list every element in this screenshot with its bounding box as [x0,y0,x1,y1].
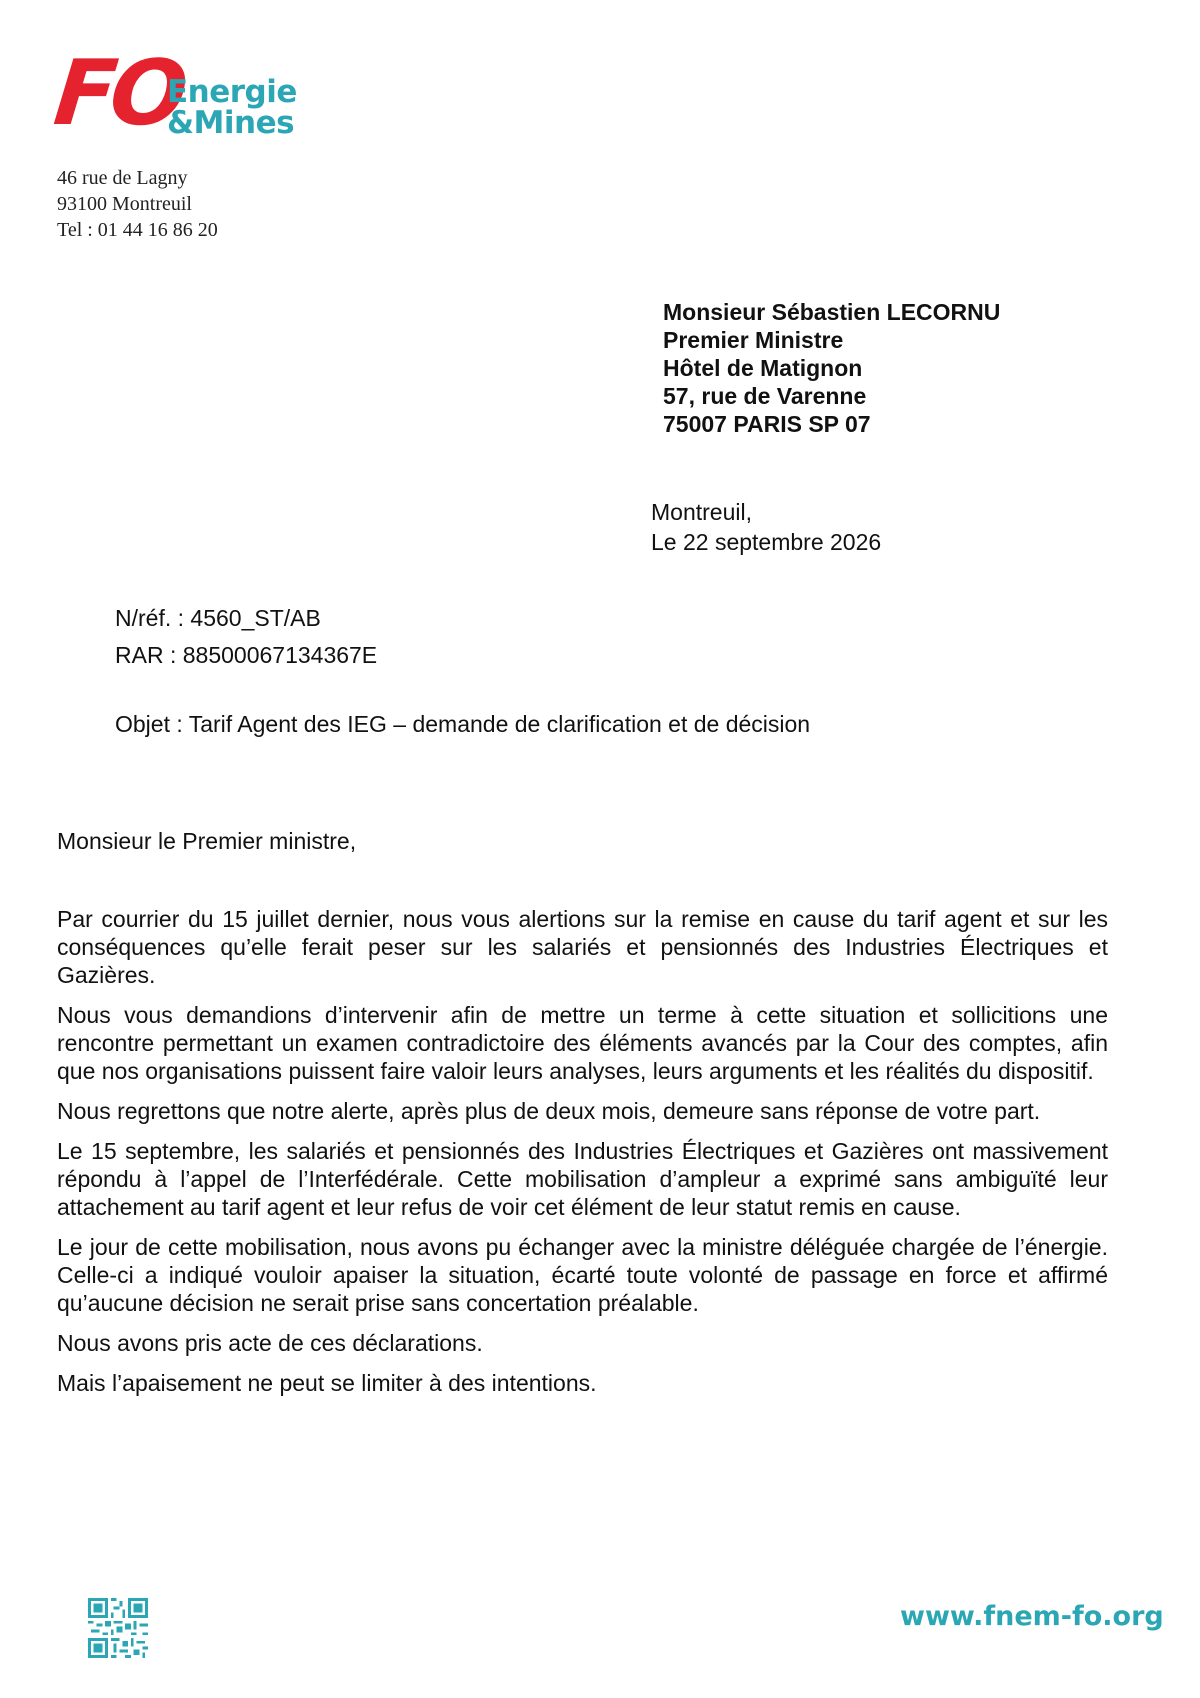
sender-street: 46 rue de Lagny [57,167,188,189]
our-reference: N/réf. : 4560_ST/AB [115,605,321,631]
subject-line: Objet : Tarif Agent des IEG – demande de clarification et de décision [115,711,811,737]
recipient-city: 75007 PARIS SP 07 [663,411,871,437]
recipient-title: Premier Ministre [663,327,844,353]
body-paragraph: Mais l’apaisement ne peut se limiter à des intentions. [57,1370,597,1396]
recipient-name: Monsieur Sébastien LECORNU [663,299,1001,325]
place-date [651,497,881,557]
qr-code-icon [88,1598,148,1658]
letter-body [57,905,1108,1409]
salutation: Monsieur le Premier ministre, [57,828,357,854]
fo-energie-mines-logo [49,41,305,146]
sender-phone: Tel : 01 44 16 86 20 [57,219,218,241]
sender-address [57,165,218,243]
recipient-address [663,298,1000,438]
website-link[interactable]: www.fnem-fo.org [900,1601,1164,1632]
logo-mark: FO [49,41,187,146]
sender-city: 93100 Montreuil [57,193,192,215]
logo-line-mines: &Mines [167,105,295,141]
recipient-street: 57, rue de Varenne [663,383,867,409]
body-paragraph: Le jour de cette mobilisation, nous avons pu échanger avec la ministre déléguée chargée de l’énergie. Celle-ci a indiqué vouloir apaiser la situation, écarté toute volonté de passage en force et affirmé qu’aucune décision ne serait prise sans concertation préalable. [57,1234,1108,1316]
place: Montreuil, [651,499,752,525]
rar-number: RAR : 88500067134367E [115,642,378,668]
date: Le 22 septembre 2026 [651,529,882,555]
logo-line-energie: Energie [167,74,297,110]
recipient-building: Hôtel de Matignon [663,355,863,381]
body-paragraph: Nous regrettons que notre alerte, après plus de deux mois, demeure sans réponse de votre part. [57,1098,1041,1124]
body-paragraph: Nous avons pris acte de ces déclarations. [57,1330,483,1356]
body-paragraph: Nous vous demandions d’intervenir afin de mettre un terme à cette situation et sollicitions une rencontre permettant un examen contradictoire des éléments avancés par la Cour des comptes, afin que nos organisations puissent faire valoir leurs analyses, leurs arguments et les réalités du dispositif. [57,1002,1108,1084]
body-paragraph: Le 15 septembre, les salariés et pensionnés des Industries Électriques et Gazières ont massivement répondu à l’appel de l’Interfédérale. Cette mobilisation d’ampleur a exprimé sans ambiguïté leur attachement au tarif agent et leur refus de voir cet élément de leur statut remis en cause. [57,1138,1108,1220]
references [115,600,377,674]
body-paragraph: Par courrier du 15 juillet dernier, nous vous alertions sur la remise en cause du tarif agent et sur les conséquences qu’elle ferait peser sur les salariés et pensionnés des Industries Électriques et Gazières. [57,906,1108,988]
